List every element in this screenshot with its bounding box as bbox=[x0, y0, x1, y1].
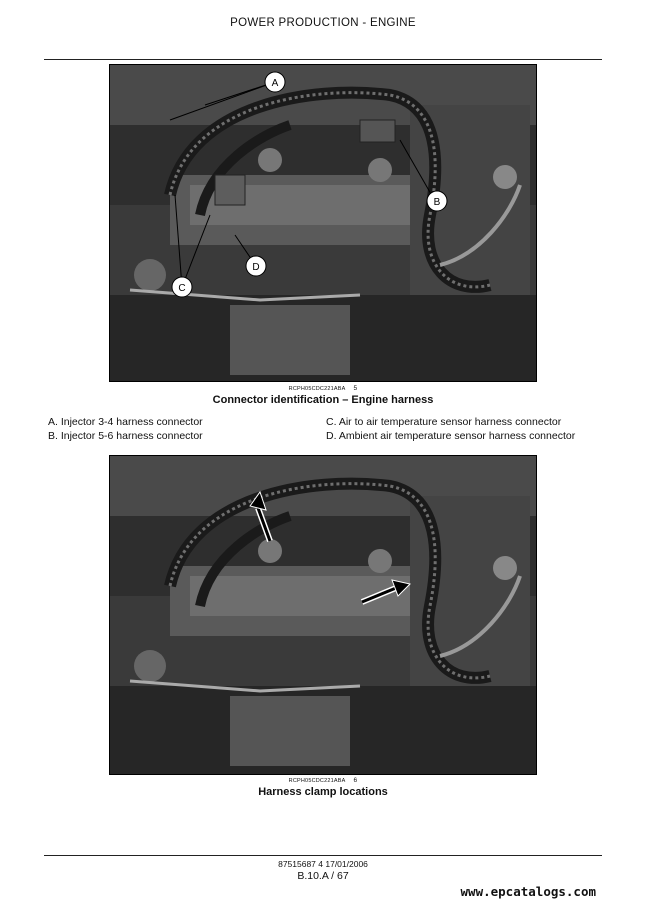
callout-b bbox=[427, 191, 447, 211]
header-rule bbox=[44, 59, 602, 60]
engine-harness-photo-2 bbox=[109, 455, 537, 775]
footer-doc-ref: 87515687 4 17/01/2006 bbox=[278, 859, 368, 869]
figure-number: 6 bbox=[353, 777, 358, 784]
legend-item-b: B. Injector 5-6 harness connector bbox=[48, 430, 203, 442]
callout-d bbox=[246, 256, 266, 276]
legend-item-d: D. Ambient air temperature sensor harness connector bbox=[326, 430, 576, 442]
figure-code-text: RCPH05CDC221ABA bbox=[288, 386, 346, 392]
footer-rule bbox=[44, 855, 602, 856]
legend-item-c: C. Air to air temperature sensor harness connector bbox=[326, 416, 562, 428]
svg-text:C: C bbox=[178, 283, 186, 294]
figure-code-1 bbox=[0, 385, 646, 392]
footer-page-number: B.10.A / 67 bbox=[297, 870, 349, 882]
legend-item-a: A. Injector 3-4 harness connector bbox=[48, 416, 203, 428]
engine-harness-photo-1 bbox=[109, 64, 537, 382]
figure-caption-1: Connector identification – Engine harness bbox=[212, 394, 434, 406]
callout-c bbox=[172, 277, 192, 297]
svg-text:B: B bbox=[433, 197, 441, 208]
svg-text:A: A bbox=[271, 78, 279, 89]
callout-a bbox=[265, 72, 285, 92]
figure-number: 5 bbox=[353, 385, 358, 392]
figure-code-2 bbox=[0, 777, 646, 784]
figure-caption-2: Harness clamp locations bbox=[258, 786, 388, 798]
svg-text:D: D bbox=[252, 262, 260, 273]
watermark-url: www.epcatalogs.com bbox=[460, 884, 596, 899]
page-title: POWER PRODUCTION - ENGINE bbox=[230, 17, 416, 29]
figure-code-text: RCPH05CDC221ABA bbox=[288, 778, 346, 784]
